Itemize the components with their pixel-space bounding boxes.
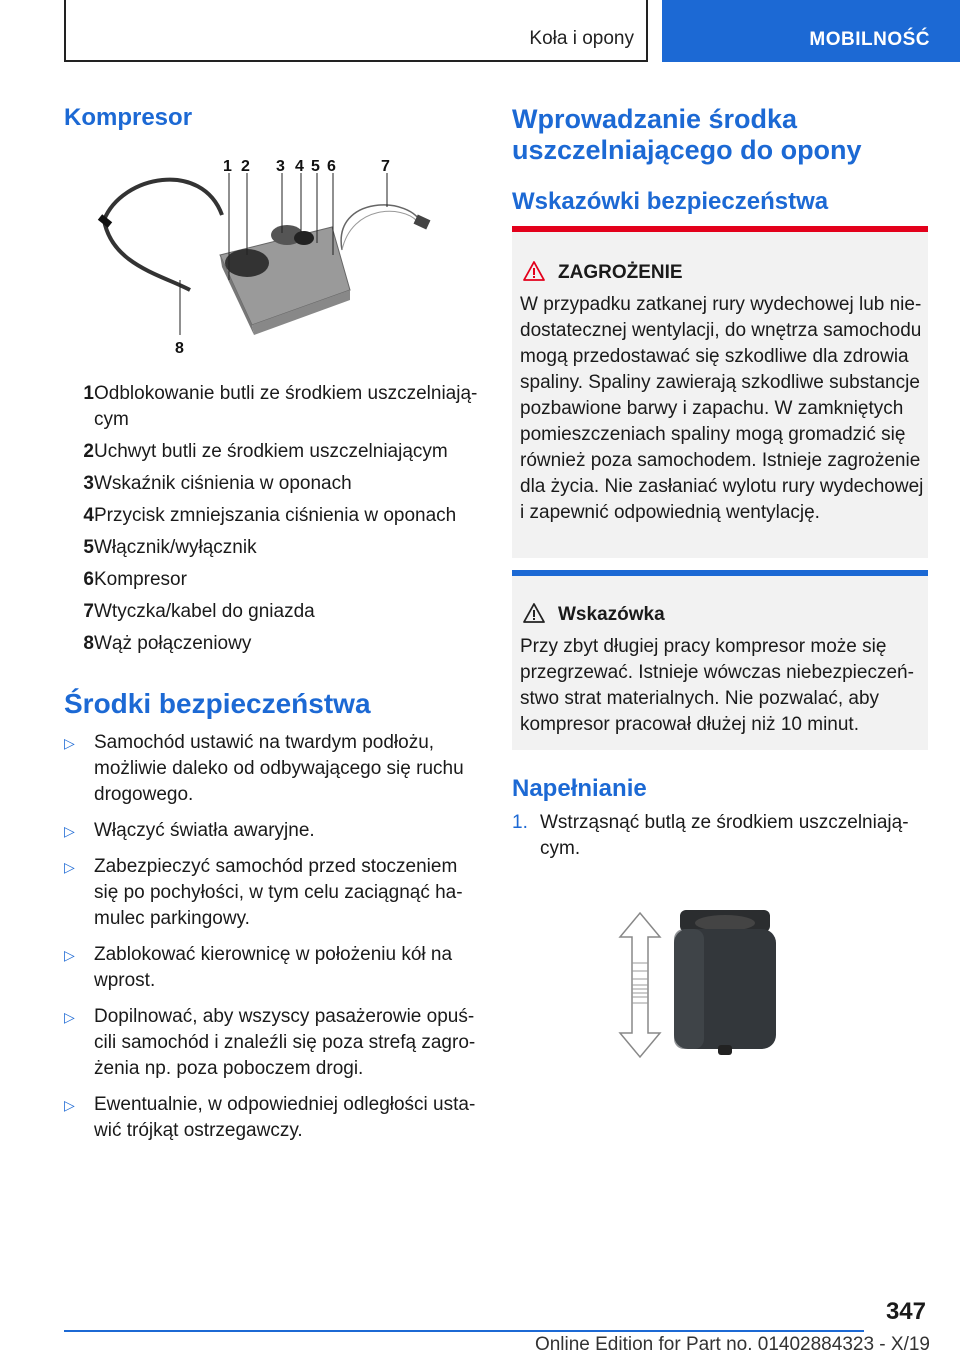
shake-bottle-illustration (610, 905, 800, 1065)
step-text: Wstrząsnąć butlą ze środkiem uszczelniającym. (540, 812, 909, 859)
list-item: 1 Odblokowanie butli ze środkiem uszczelniającym (83, 383, 478, 430)
safety-tips-heading: Wskazówki bezpieczeństwa (512, 188, 829, 215)
warning-triangle-icon (522, 602, 546, 624)
callout-3: 3 (276, 158, 285, 175)
compressor-heading: Kompresor (64, 104, 193, 131)
safety-list (64, 730, 482, 1154)
list-item: 8 Wąż połączeniowy (83, 633, 252, 654)
header-chapter-title: MOBILNOŚĆ (809, 29, 930, 50)
list-item: ▷ Samochód ustawić na twardym podłożu, możliwie daleko od odbywającego się ruchu drogowego. (64, 730, 482, 808)
list-item: ▷ Dopilnować, aby wszyscy pasażerowie opuścili samochód i znaleźli się poza strefą zagrożenia np. poza poboczem drogi. (64, 1004, 482, 1082)
triangle-bullet-icon: ▷ (64, 1097, 75, 1113)
header-chapter-tab[interactable] (662, 0, 960, 62)
callout-4: 4 (295, 158, 304, 175)
callout-6: 6 (327, 158, 336, 175)
list-item: ▷ Ewentualnie, w odpowiedniej odległości ustawić trójkąt ostrzegawczy. (64, 1092, 482, 1144)
page-number: 347 (885, 1298, 926, 1325)
step-number: 1. (512, 812, 528, 833)
list-item: 6 Kompresor (83, 569, 187, 590)
callout-8: 8 (175, 340, 184, 357)
list-item: 4 Przycisk zmniejszania ciśnienia w oponach (83, 505, 457, 526)
header-section-box (64, 0, 648, 62)
danger-text: W przypadku zatkanej rury wydechowej lub niedostatecznej wentylacji, do wnętrza samochodu mogą przedostawać się szkodliwe dla zdrowia spaliny. Spaliny zawierają szkodliwe substancje pozbawione barwy i zapachu. W zamkniętych pomieszczeniach spaliny mogą gromadzić się również poza samochodem. Istnieje zagrożenie dla życia. Nie zasłaniać wylotu rury wydechowej i zapewnić odpowiednią wentylację. (520, 294, 924, 523)
callout-1: 1 (223, 158, 232, 175)
compressor-illustration (92, 155, 432, 360)
list-item: ▷ Zabezpieczyć samochód przed stoczeniem się po pochyłości, w tym celu zaciągnąć hamulec parkingowy. (64, 854, 482, 932)
callout-5: 5 (311, 158, 320, 175)
list-item: 2 Uchwyt butli ze środkiem uszczelniającym (83, 441, 448, 462)
triangle-bullet-icon: ▷ (64, 735, 75, 751)
safety-heading: Środki bezpieczeństwa (64, 688, 371, 719)
step-item (512, 810, 922, 862)
list-item: ▷ Włączyć światła awaryjne. (64, 818, 482, 844)
note-title: Wskazówka (558, 604, 665, 625)
triangle-bullet-icon: ▷ (64, 947, 75, 963)
triangle-bullet-icon: ▷ (64, 1009, 75, 1025)
danger-title: ZAGROŻENIE (558, 262, 683, 283)
header-section-title: Koła i opony (529, 28, 634, 49)
callout-2: 2 (241, 158, 250, 175)
note-box (512, 570, 928, 750)
intro-heading: Wprowadzanie środka uszczelniającego do opony (512, 104, 862, 165)
footer-divider (64, 1330, 864, 1332)
parts-list (64, 381, 479, 663)
list-item: ▷ Zablokować kierownicę w położeniu kół na wprost. (64, 942, 482, 994)
triangle-bullet-icon: ▷ (64, 859, 75, 875)
list-item: 7 Wtyczka/kabel do gniazda (83, 601, 315, 622)
danger-box (512, 226, 928, 558)
footer-edition-text: Online Edition for Part no. 01402884323 - X/19 (534, 1334, 930, 1355)
callout-7: 7 (381, 158, 390, 175)
note-text: Przy zbyt długiej pracy kompresor może się przegrzewać. Istnieje wówczas niebezpieczeństwo strat materialnych. Nie pozwalać, aby kompresor pracował dłużej niż 10 minut. (520, 636, 914, 735)
list-item: 3 Wskaźnik ciśnienia w oponach (83, 473, 352, 494)
warning-triangle-icon (522, 260, 546, 282)
triangle-bullet-icon: ▷ (64, 823, 75, 839)
fill-heading: Napełnianie (512, 775, 647, 802)
list-item: 5 Włącznik/wyłącznik (83, 537, 257, 558)
